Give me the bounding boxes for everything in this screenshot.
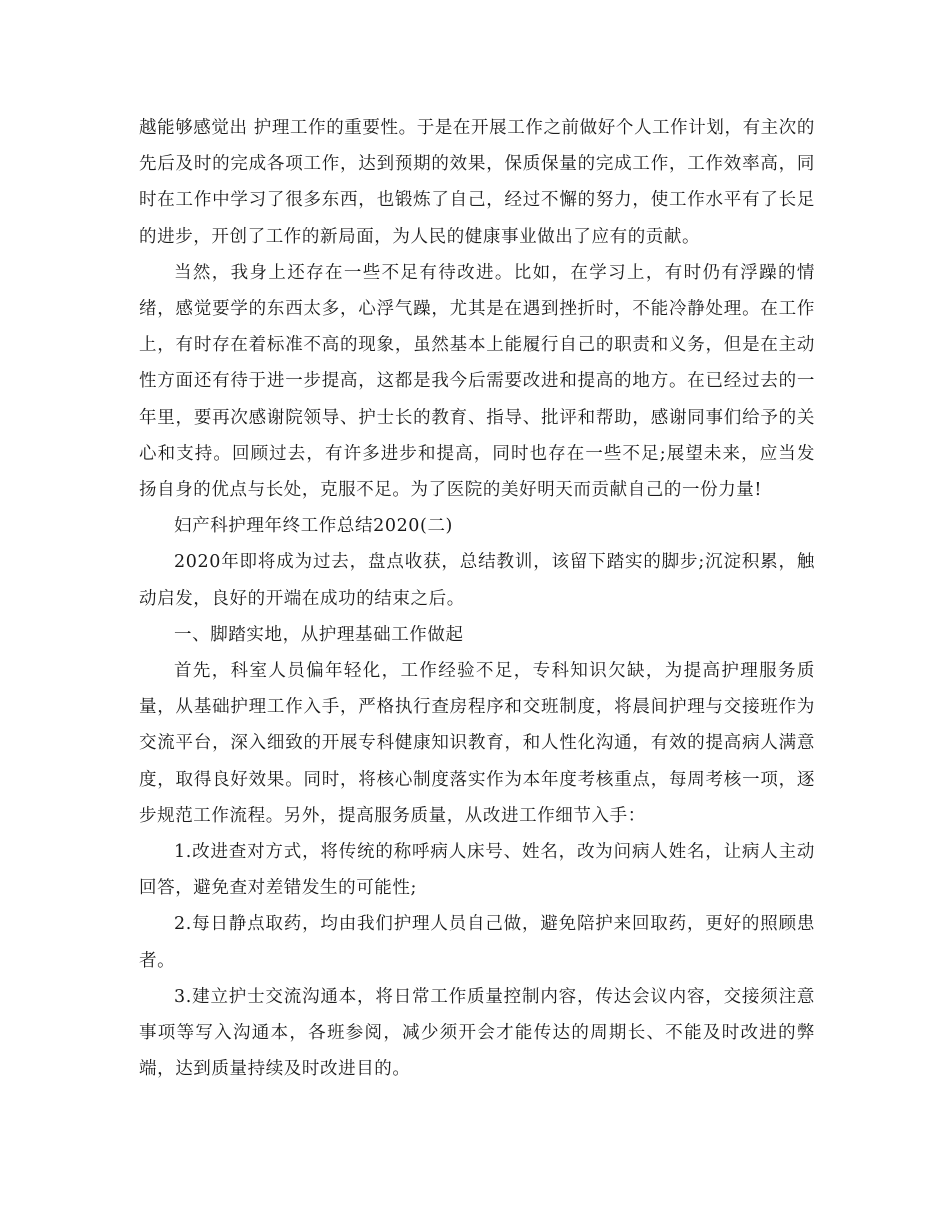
paragraph-intro: 2020年即将成为过去，盘点收获，总结教训，该留下踏实的脚步;沉淀积累，触动启发，良好的开端在成功的结束之后。 [139,552,815,609]
paragraph-section-body: 首先，科室人员偏年轻化，工作经验不足，专科知识欠缺，为提高护理服务质量，从基础护理工作入手，严格执行查房程序和交班制度，将晨间护理与交接班作为交流平台，深入细致的开展专科健康知识教育，和人性化沟通，有效的提高病人满意度，取得良好效果。同时，将核心制度落实作为本年度考核重点，每周考核一项，逐步规范工作流程。另外，提高服务质量，从改进工作细节入手： [139,661,815,826]
paragraph-shortcomings: 当然，我身上还存在一些不足有待改进。比如，在学习上，有时仍有浮躁的情绪，感觉要学的东西太多，心浮气躁，尤其是在遇到挫折时，不能冷静处理。在工作上，有时存在着标准不高的现象，虽然基本上能履行自己的职责和义务，但是在主动性方面还有待于进一步提高，这都是我今后需要改进和提高的地方。在已经过去的一年里，要再次感谢院领导、护士长的教育、指导、批评和帮助，感谢同事们给予的关心和支持。回顾过去，有许多进步和提高，同时也存在一些不足;展望未来，应当发扬自身的优点与长处，克服不足。为了医院的美好明天而贡献自己的一份力量! [139,262,815,501]
section-heading: 一、脚踏实地，从护理基础工作做起 [174,624,464,645]
section-title: 妇产科护理年终工作总结2020(二) [174,516,453,537]
list-item-3: 3.建立护士交流沟通本，将日常工作质量控制内容，传达会议内容，交接须注意事项等写入沟通本，各班参阅，减少须开会才能传达的周期长、不能及时改进的弊端，达到质量持续及时改进目的。 [139,986,815,1080]
list-item-2: 2.每日静点取药，均由我们护理人员自己做，避免陪护来回取药，更好的照顾患者。 [139,914,815,971]
paragraph-continuation: 越能够感觉出 护理工作的重要性。于是在开展工作之前做好个人工作计划，有主次的先后及时的完成各项工作，达到预期的效果，保质保量的完成工作，工作效率高，同时在工作中学习了很多东西，也锻炼了自己，经过不懈的努力，使工作水平有了长足的进步，开创了工作的新局面，为人民的健康事业做出了应有的贡献。 [139,118,815,247]
list-item-1: 1.改进查对方式，将传统的称呼病人床号、姓名，改为问病人姓名，让病人主动回答，避免查对差错发生的可能性; [139,842,815,899]
document-body [139,110,815,1087]
